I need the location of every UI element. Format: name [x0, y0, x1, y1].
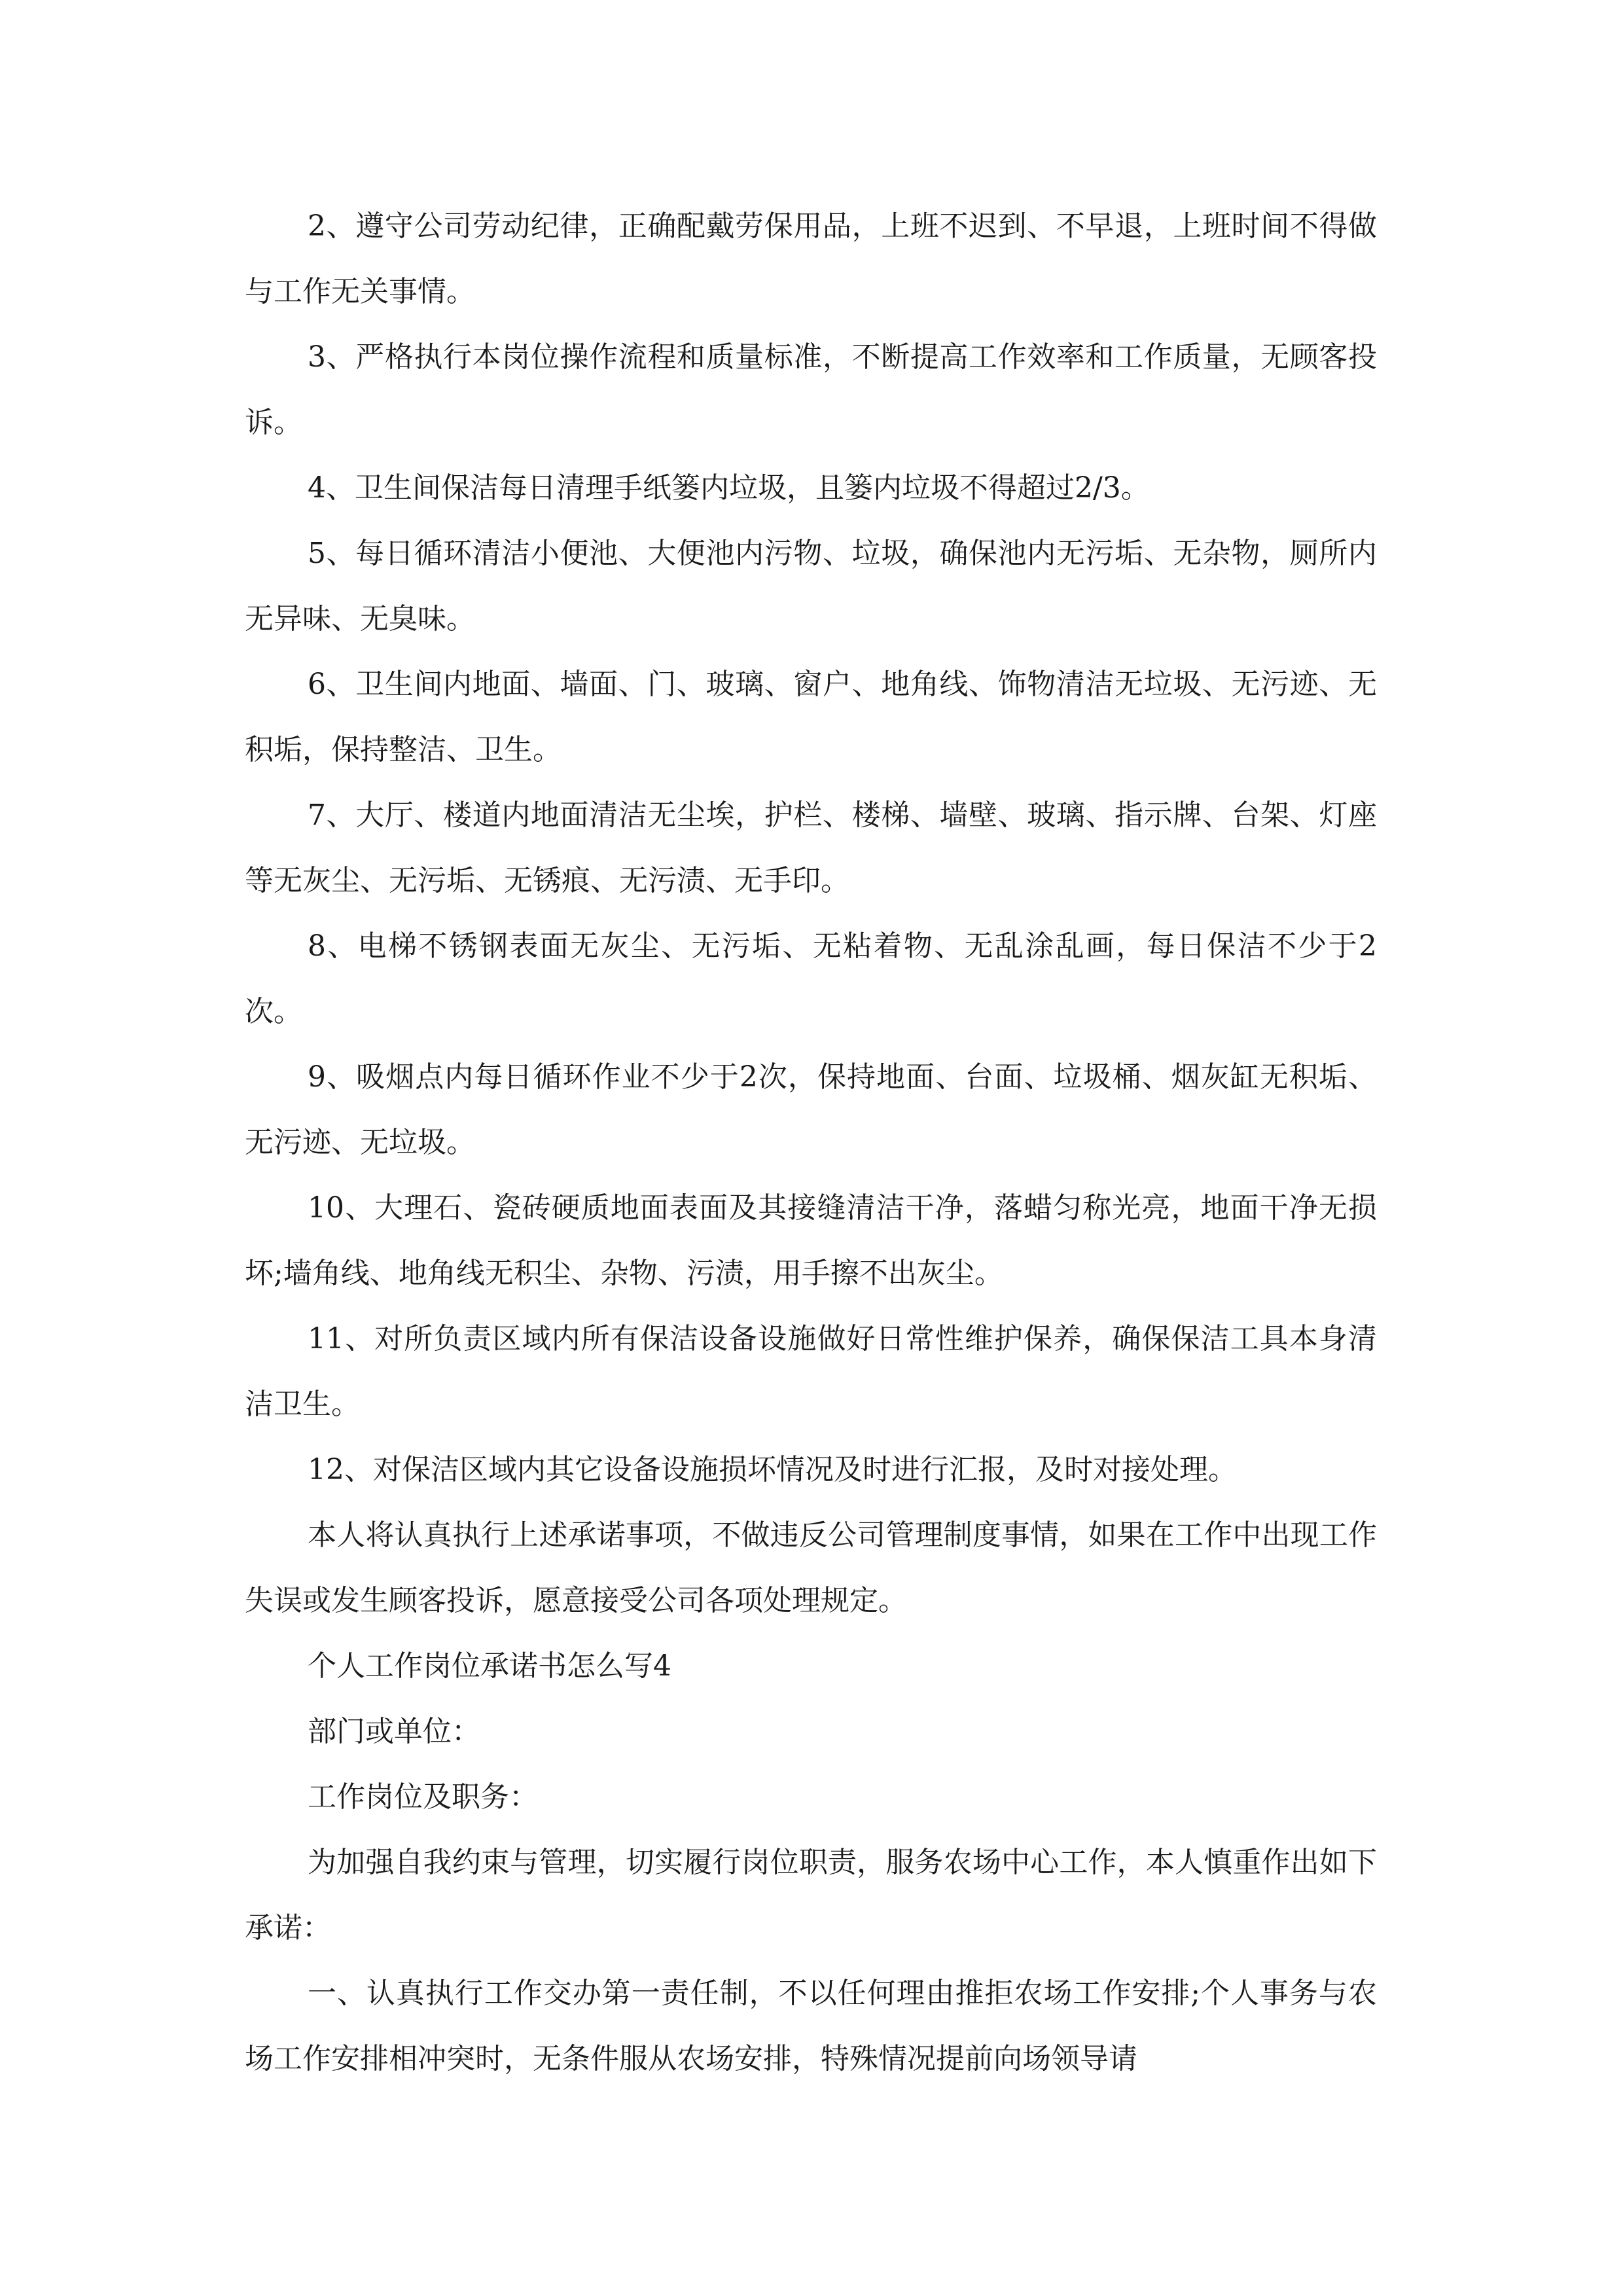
section-heading: 个人工作岗位承诺书怎么写4 [308, 1649, 671, 1683]
department-line: 部门或单位： [308, 1715, 480, 1748]
paragraph-item-3: 3、严格执行本岗位操作流程和质量标准，不断提高工作效率和工作质量，无顾客投诉。 [245, 340, 1377, 439]
paragraph-item-7: 7、大厅、楼道内地面清洁无尘埃，护栏、楼梯、墙壁、玻璃、指示牌、台架、灯座等无灰尘、无污垢、无锈痕、无污渍、无手印。 [245, 798, 1377, 897]
paragraph-item-10: 10、大理石、瓷砖硬质地面表面及其接缝清洁干净，落蜡匀称光亮，地面干净无损坏;墙角线、地角线无积尘、杂物、污渍，用手擦不出灰尘。 [245, 1191, 1377, 1290]
paragraph-item-9: 9、吸烟点内每日循环作业不少于2次，保持地面、台面、垃圾桶、烟灰缸无积垢、无污迹、无垃圾。 [245, 1060, 1377, 1159]
paragraph-pledge-one: 一、认真执行工作交办第一责任制，不以任何理由推拒农场工作安排;个人事务与农场工作安排相冲突时，无条件服从农场安排，特殊情况提前向场领导请 [245, 1977, 1377, 2075]
paragraph-item-5: 5、每日循环清洁小便池、大便池内污物、垃圾，确保池内无污垢、无杂物，厕所内无异味、无臭味。 [245, 537, 1377, 636]
paragraph-item-4: 4、卫生间保洁每日清理手纸篓内垃圾，且篓内垃圾不得超过2/3。 [308, 471, 1150, 505]
paragraph-item-12: 12、对保洁区域内其它设备设施损坏情况及时进行汇报，及时对接处理。 [308, 1453, 1237, 1486]
paragraph-item-11: 11、对所负责区域内所有保洁设备设施做好日常性维护保养，确保保洁工具本身清洁卫生。 [245, 1322, 1377, 1421]
paragraph-pledge-statement: 本人将认真执行上述承诺事项，不做违反公司管理制度事情，如果在工作中出现工作失误或发生顾客投诉，愿意接受公司各项处理规定。 [245, 1518, 1377, 1617]
document-body [245, 194, 1377, 2092]
paragraph-item-2: 2、遵守公司劳动纪律，正确配戴劳保用品，上班不迟到、不早退，上班时间不得做与工作无关事情。 [245, 209, 1377, 308]
paragraph-item-8: 8、电梯不锈钢表面无灰尘、无污垢、无粘着物、无乱涂乱画，每日保洁不少于2次。 [245, 929, 1377, 1028]
paragraph-item-6: 6、卫生间内地面、墙面、门、玻璃、窗户、地角线、饰物清洁无垃圾、无污迹、无积垢，保持整洁、卫生。 [245, 668, 1377, 766]
position-line: 工作岗位及职务： [308, 1780, 538, 1814]
paragraph-intro: 为加强自我约束与管理，切实履行岗位职责，服务农场中心工作，本人慎重作出如下承诺： [245, 1846, 1377, 1945]
